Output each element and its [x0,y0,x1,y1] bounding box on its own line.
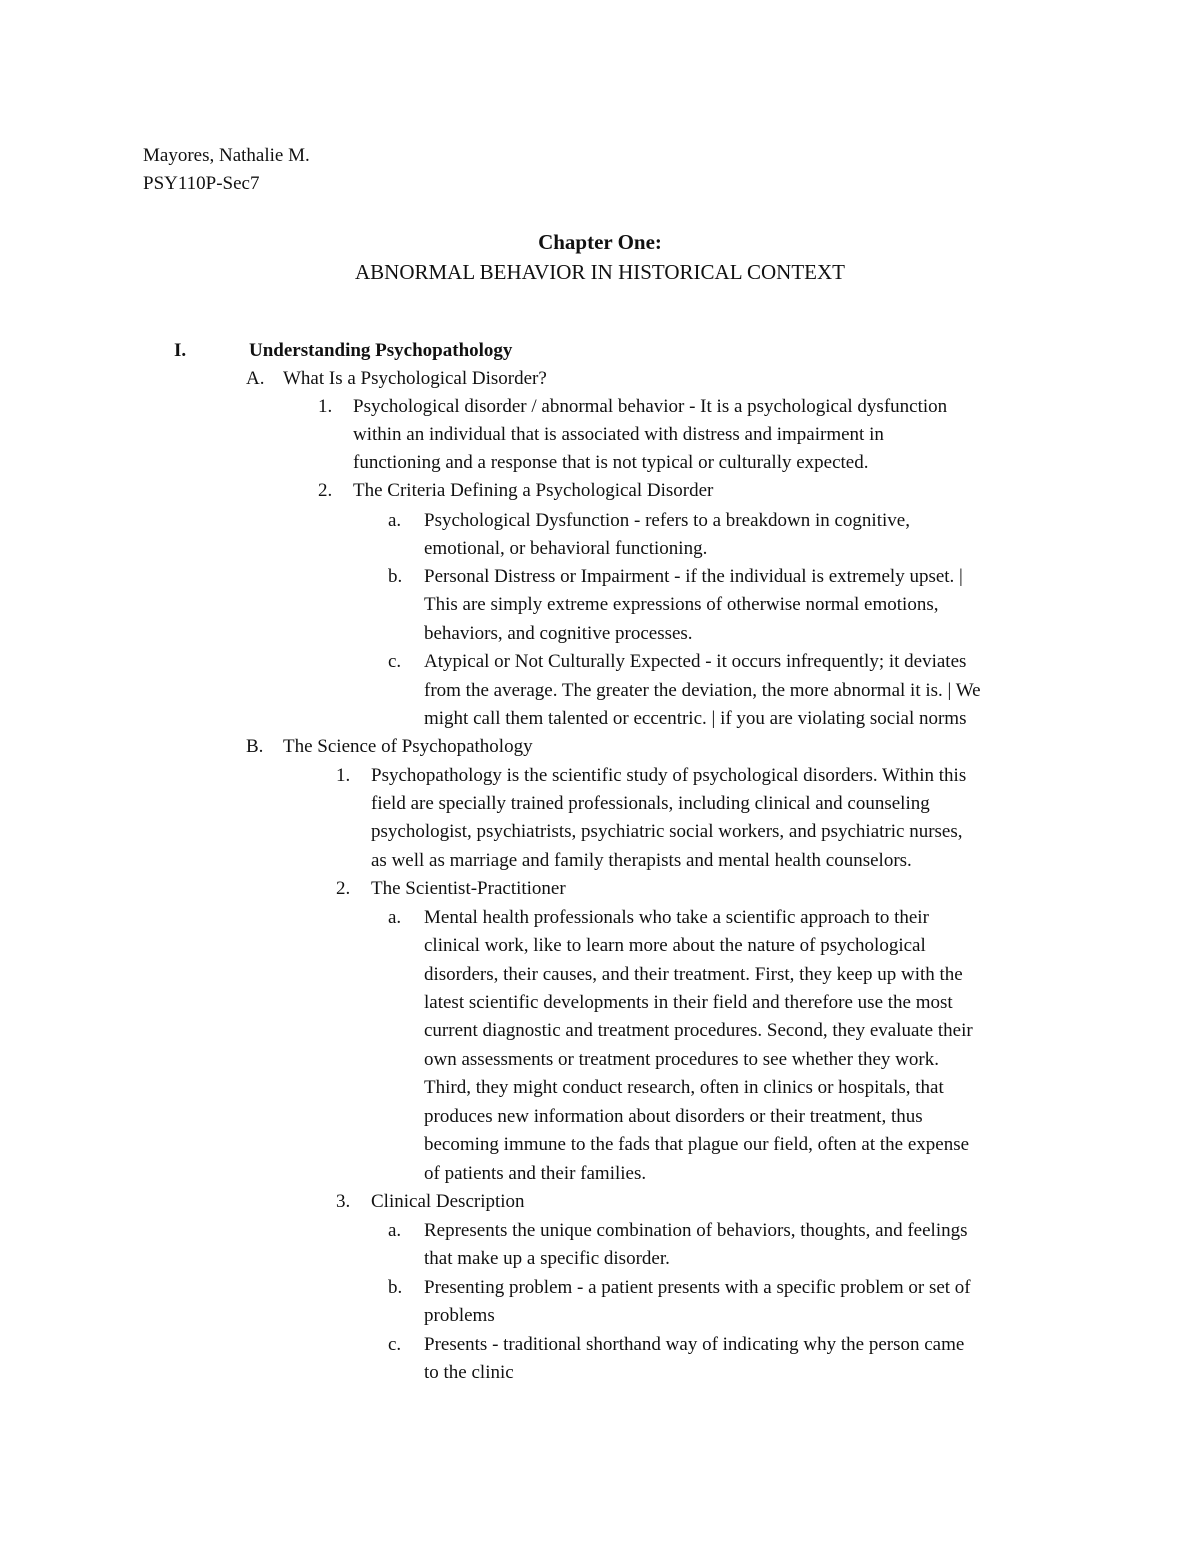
list-item-line: within an individual that is associated with distress and impairment in [353,424,884,445]
list-item-heading: Clinical Description [371,1191,525,1212]
list-item-line: of patients and their families. [424,1163,647,1184]
list-item-line: becoming immune to the fads that plague our field, often at the expense [424,1134,970,1155]
list-item-line: might call them talented or eccentric. | if you are violating social norms [424,708,967,729]
chapter-title: Chapter One: [538,230,662,254]
list-item-line: as well as marriage and family therapists and mental health counselors. [371,850,912,871]
course-code: PSY110P-Sec7 [143,173,260,194]
list-number: 2. [336,878,351,899]
list-item-line: behaviors, and cognitive processes. [424,623,693,644]
list-number: 2. [318,480,333,501]
list-item-line: psychologist, psychiatrists, psychiatric social workers, and psychiatric nurses, [371,821,963,842]
list-item-line: field are specially trained professionals, including clinical and counseling [371,793,930,814]
list-item-line: Presenting problem - a patient presents with a specific problem or set of [424,1277,971,1298]
list-number: 3. [336,1191,351,1212]
list-item-line: Personal Distress or Impairment - if the individual is extremely upset. | [424,566,963,587]
list-item-line: Psychological disorder / abnormal behavior - It is a psychological dysfunction [353,396,948,417]
chapter-subtitle: ABNORMAL BEHAVIOR IN HISTORICAL CONTEXT [354,260,845,284]
subsection-heading: What Is a Psychological Disorder? [283,368,547,389]
list-item-line: Presents - traditional shorthand way of indicating why the person came [424,1334,965,1355]
list-item-heading: The Criteria Defining a Psychological Disorder [353,480,714,501]
list-item-line: own assessments or treatment procedures to see whether they work. [424,1049,939,1070]
list-item-line: problems [424,1305,495,1326]
list-item-line: Psychological Dysfunction - refers to a breakdown in cognitive, [424,510,910,531]
list-item-line: Third, they might conduct research, often in clinics or hospitals, that [424,1077,944,1098]
list-letter: a. [388,1220,402,1241]
list-letter: a. [388,510,402,531]
list-letter: c. [388,651,402,672]
list-number: 1. [318,396,333,417]
list-letter: b. [388,1277,403,1298]
list-item-line: latest scientific developments in their field and therefore use the most [424,992,953,1013]
list-item-line: produces new information about disorders or their treatment, thus [424,1106,923,1127]
list-item-line: functioning and a response that is not typical or culturally expected. [353,452,869,473]
list-item-line: This are simply extreme expressions of otherwise normal emotions, [424,594,939,615]
list-letter: c. [388,1334,402,1355]
subsection-marker: A. [246,368,265,389]
list-item-line: Represents the unique combination of behaviors, thoughts, and feelings [424,1220,968,1241]
list-item-line: from the average. The greater the deviation, the more abnormal it is. | We [424,680,981,701]
list-item-line: Psychopathology is the scientific study of psychological disorders. Within this [371,765,967,786]
list-item-line: disorders, their causes, and their treatment. First, they keep up with the [424,964,963,985]
list-item-line: to the clinic [424,1362,514,1383]
list-item-line: Mental health professionals who take a scientific approach to their [424,907,929,928]
list-letter: b. [388,566,403,587]
section-heading: Understanding Psychopathology [249,340,513,361]
list-item-line: clinical work, like to learn more about the nature of psychological [424,935,926,956]
list-number: 1. [336,765,351,786]
list-item-line: Atypical or Not Culturally Expected - it occurs infrequently; it deviates [424,651,967,672]
list-item-line: emotional, or behavioral functioning. [424,538,708,559]
list-item-line: that make up a specific disorder. [424,1248,670,1269]
list-letter: a. [388,907,402,928]
author-name: Mayores, Nathalie M. [143,145,310,166]
subsection-heading: The Science of Psychopathology [283,736,533,757]
list-item-heading: The Scientist-Practitioner [371,878,566,899]
list-item-line: current diagnostic and treatment procedures. Second, they evaluate their [424,1020,973,1041]
section-marker: I. [174,340,187,361]
subsection-marker: B. [246,736,264,757]
